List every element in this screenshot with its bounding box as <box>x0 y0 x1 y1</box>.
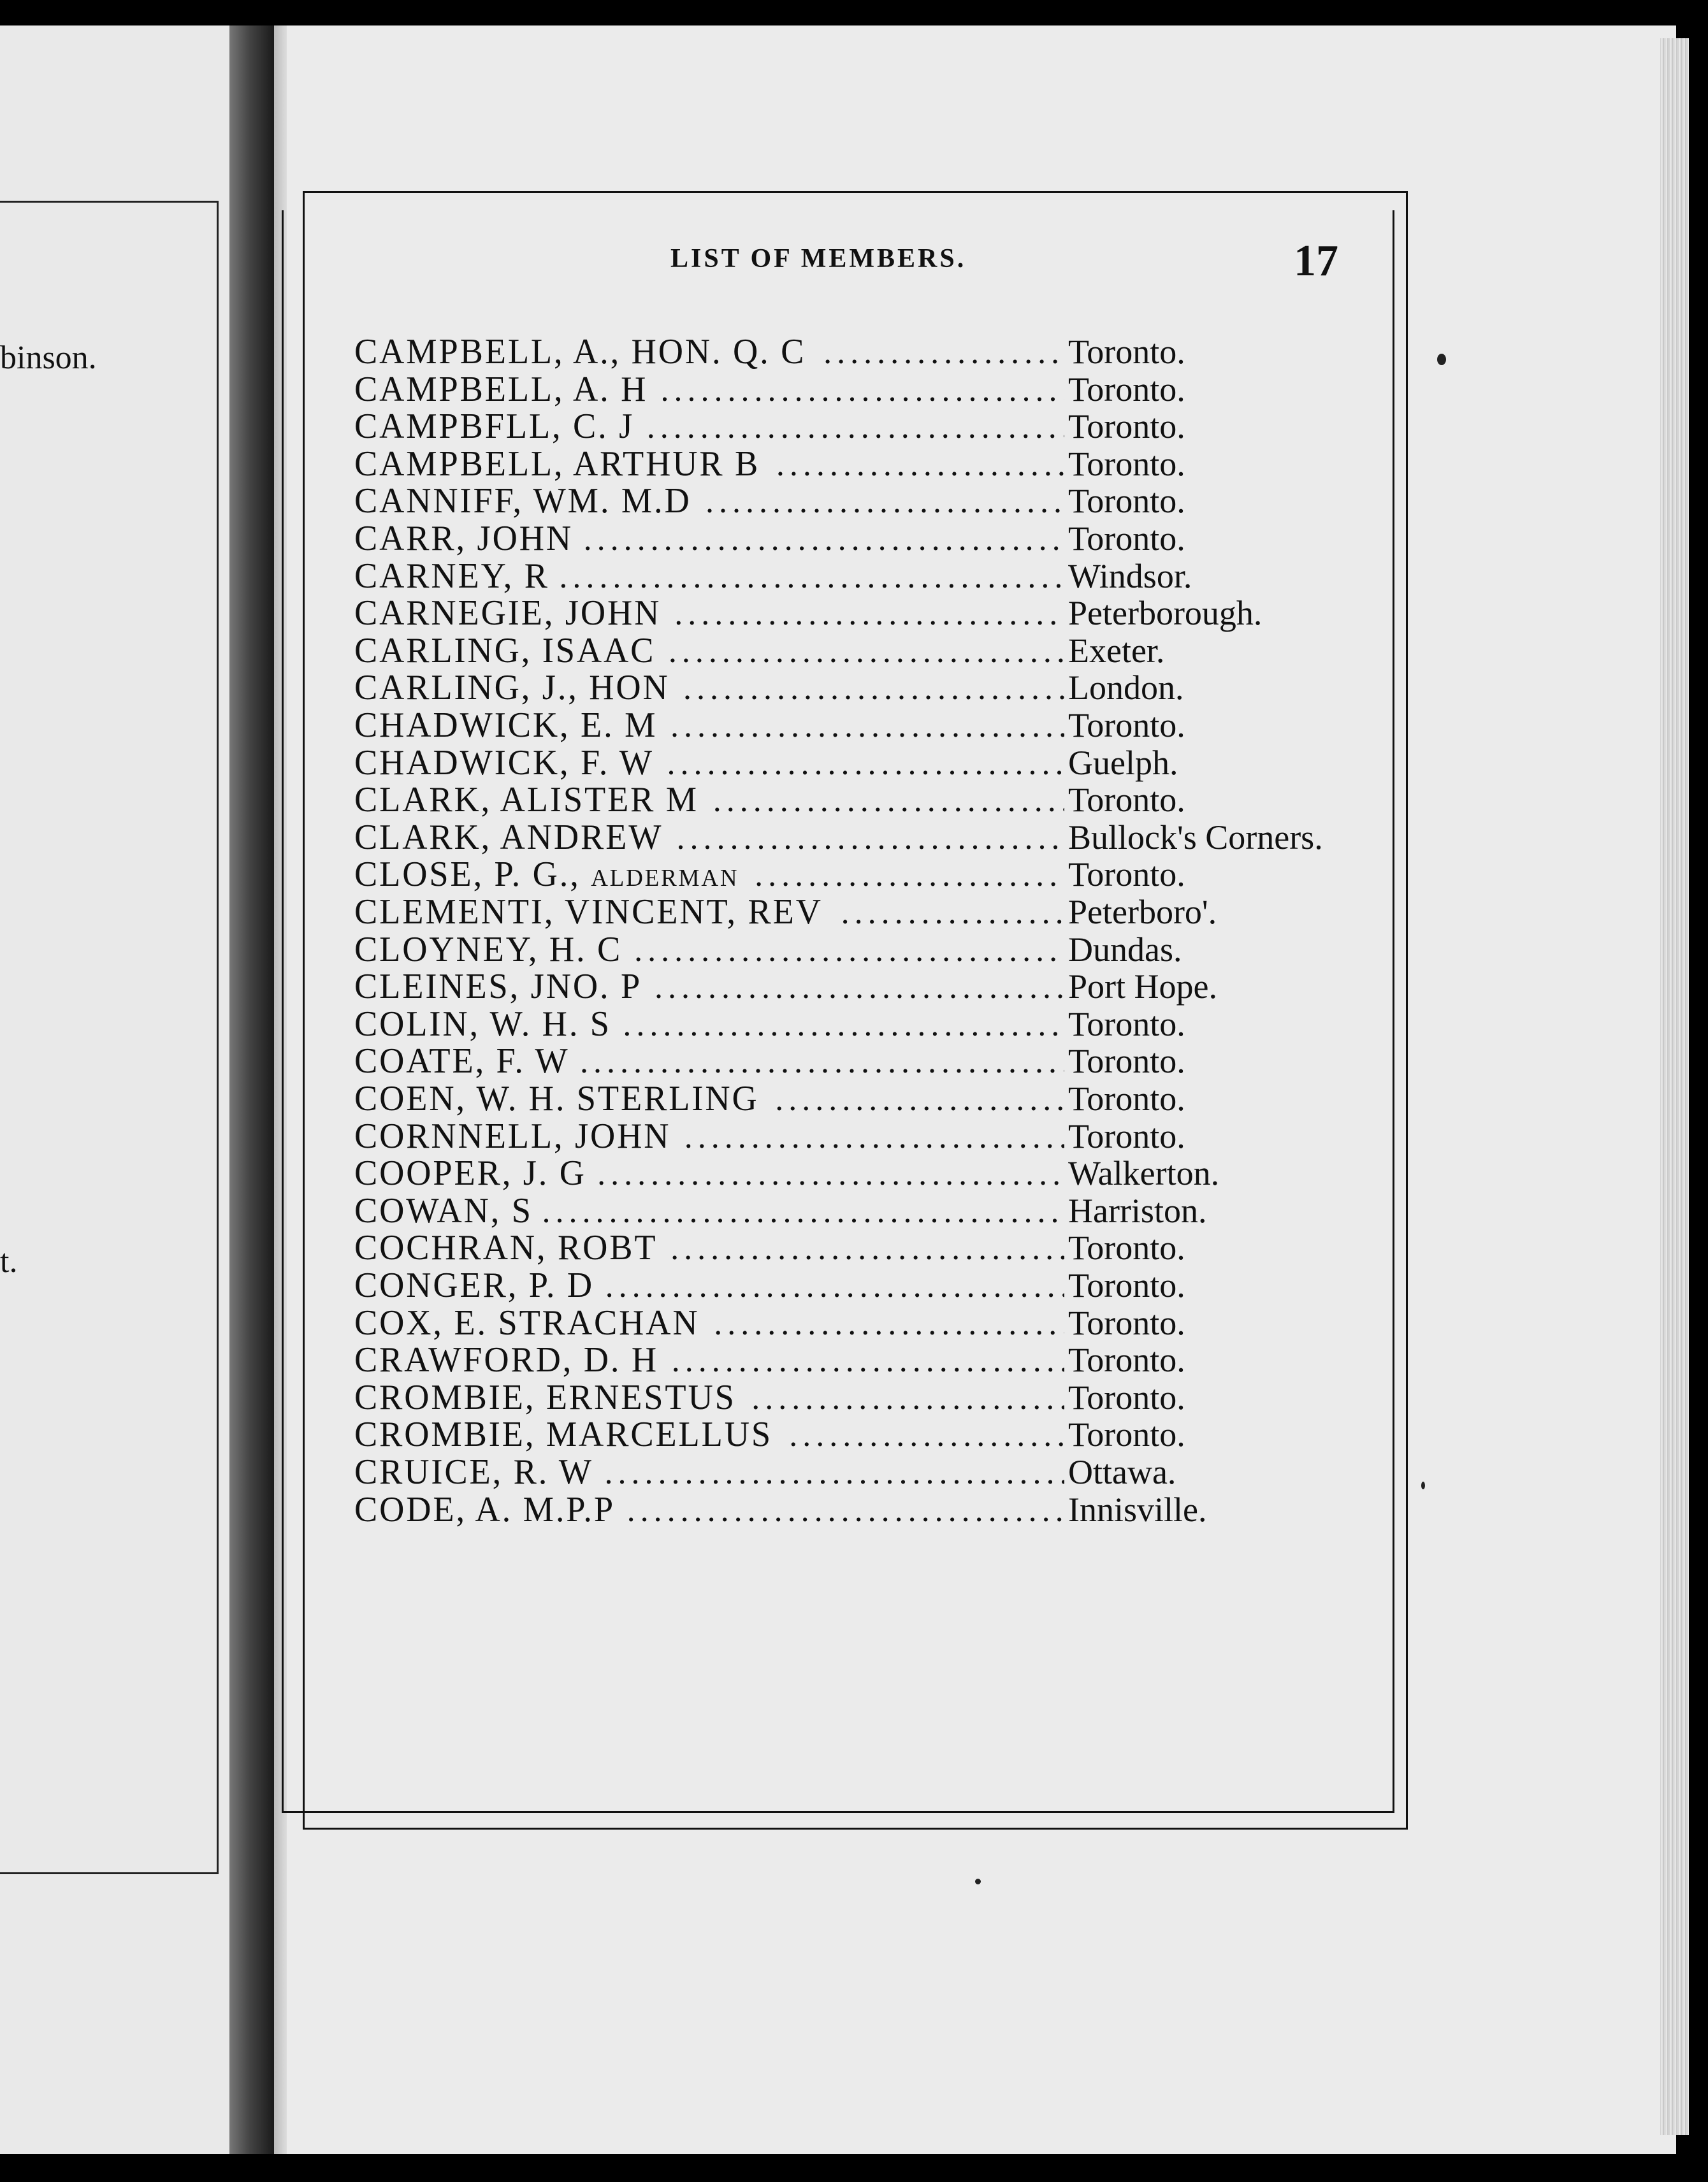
member-row <box>354 630 1349 670</box>
member-row <box>354 966 1349 1007</box>
dot-leader <box>713 782 1064 820</box>
member-place: London. <box>1068 668 1184 707</box>
member-place: Toronto. <box>1068 781 1185 820</box>
member-place: Toronto. <box>1068 1341 1185 1380</box>
member-place: Toronto. <box>1068 1378 1185 1417</box>
dot-leader <box>841 894 1064 932</box>
member-name: CLARK, ANDREW <box>354 817 663 857</box>
member-name: COCHRAN, ROBT <box>354 1228 658 1268</box>
member-name: CAMPBFLL, C. J <box>354 407 635 447</box>
member-row <box>354 480 1349 521</box>
dot-leader <box>647 408 1064 446</box>
member-row <box>354 369 1349 409</box>
member-place: Dundas. <box>1068 930 1182 969</box>
dot-leader <box>683 670 1064 707</box>
dot-leader <box>755 856 1064 894</box>
dot-leader <box>823 334 1064 372</box>
member-place: Peterboro'. <box>1068 893 1217 931</box>
member-name: CONGER, P. D <box>354 1266 594 1305</box>
member-row <box>354 1004 1349 1044</box>
member-row <box>354 1489 1349 1529</box>
page-number: 17 <box>1294 236 1338 285</box>
member-place: Toronto. <box>1068 1042 1185 1081</box>
member-name: CHADWICK, E. M <box>354 705 658 745</box>
member-place: Peterborough. <box>1068 594 1263 633</box>
member-row <box>354 1190 1349 1231</box>
member-place: Toronto. <box>1068 706 1185 744</box>
member-name: CORNNELL, JOHN <box>354 1116 671 1156</box>
member-name: CROMBIE, MARCELLUS <box>354 1415 773 1455</box>
member-row <box>354 1041 1349 1081</box>
dot-leader <box>674 595 1064 633</box>
member-name: CARLING, J., HON <box>354 668 670 708</box>
member-row <box>354 779 1349 820</box>
member-name: COEN, W. H. STERLING <box>354 1079 759 1118</box>
member-row <box>354 1227 1349 1268</box>
print-speck <box>1437 354 1446 365</box>
member-place: Toronto. <box>1068 1266 1185 1304</box>
member-name: COLIN, W. H. S <box>354 1004 611 1044</box>
member-place: Innisville. <box>1068 1490 1207 1529</box>
left-page <box>0 25 229 2154</box>
member-name: CRUICE, R. W <box>354 1452 593 1492</box>
member-row <box>354 331 1349 372</box>
member-title-suffix: ALDERMAN <box>591 865 739 892</box>
left-page-fragment: binson. <box>0 340 97 376</box>
dot-leader <box>669 633 1064 670</box>
member-place: Toronto. <box>1068 407 1185 446</box>
member-name: COX, E. STRACHAN <box>354 1303 700 1343</box>
dot-leader <box>775 1081 1064 1118</box>
member-place: Toronto. <box>1068 1116 1185 1155</box>
page-edges <box>1660 38 1689 2135</box>
member-name: CLOYNEY, H. C <box>354 929 623 969</box>
print-speck <box>975 1879 981 1884</box>
member-name: CRAWFORD, D. H <box>354 1340 659 1380</box>
member-name: CLEINES, JNO. P <box>354 967 642 1007</box>
dot-leader <box>714 1305 1064 1343</box>
member-row <box>354 1340 1349 1380</box>
member-place: Toronto. <box>1068 444 1185 483</box>
member-row <box>354 1303 1349 1343</box>
dot-leader <box>634 932 1064 969</box>
member-row <box>354 444 1349 484</box>
member-name: COWAN, S <box>354 1190 533 1231</box>
dot-leader <box>670 1230 1064 1268</box>
member-place: Toronto. <box>1068 1303 1185 1342</box>
dot-leader <box>597 1155 1064 1193</box>
dot-leader <box>670 707 1064 745</box>
member-row <box>354 556 1349 596</box>
member-place: Toronto. <box>1068 482 1185 521</box>
member-place: Port Hope. <box>1068 967 1217 1006</box>
print-speck <box>1421 1482 1425 1489</box>
member-row <box>354 705 1349 745</box>
member-name: COOPER, J. G <box>354 1153 586 1194</box>
member-name: CAMPBELL, ARTHUR B <box>354 444 760 484</box>
member-name: CODE, A. M.P.P <box>354 1489 616 1529</box>
member-place: Toronto. <box>1068 1415 1185 1454</box>
member-place: Guelph. <box>1068 743 1178 782</box>
member-place: Ottawa. <box>1068 1453 1176 1491</box>
member-row <box>354 1116 1349 1156</box>
member-row <box>354 929 1349 969</box>
member-name: CARLING, ISAAC <box>354 630 656 670</box>
member-place: Toronto. <box>1068 855 1185 894</box>
member-row <box>354 667 1349 708</box>
member-name: CARR, JOHN <box>354 519 574 558</box>
member-name: CANNIFF, WM. M.D <box>354 481 691 521</box>
member-place: Exeter. <box>1068 631 1165 670</box>
member-place: Toronto. <box>1068 1229 1185 1268</box>
member-place: Toronto. <box>1068 370 1185 408</box>
member-row <box>354 892 1349 932</box>
member-row <box>354 1377 1349 1417</box>
member-place: Toronto. <box>1068 333 1185 371</box>
member-name: CLOSE, P. G., ALDERMAN <box>354 855 739 895</box>
member-name: CARNEGIE, JOHN <box>354 593 662 633</box>
member-row <box>354 1153 1349 1194</box>
member-row <box>354 1414 1349 1455</box>
dot-leader <box>676 820 1064 857</box>
member-place: Harriston. <box>1068 1191 1207 1230</box>
dot-leader <box>605 1454 1064 1492</box>
dot-leader <box>776 446 1064 484</box>
dot-leader <box>672 1342 1064 1380</box>
member-place: Toronto. <box>1068 1080 1185 1118</box>
member-row <box>354 1265 1349 1305</box>
member-row <box>354 817 1349 857</box>
member-row <box>354 406 1349 447</box>
member-row <box>354 742 1349 783</box>
member-row <box>354 518 1349 558</box>
member-name: CARNEY, R <box>354 556 549 596</box>
member-name: CROMBIE, ERNESTUS <box>354 1377 736 1417</box>
dot-leader <box>655 969 1064 1006</box>
member-name: CHADWICK, F. W <box>354 742 654 783</box>
page-title: LIST OF MEMBERS. <box>670 244 967 273</box>
dot-leader <box>559 558 1064 596</box>
member-row <box>354 1078 1349 1118</box>
dot-leader <box>605 1268 1064 1305</box>
dot-leader <box>584 521 1064 558</box>
member-place: Bullock's Corners. <box>1068 818 1323 856</box>
dot-leader <box>751 1380 1064 1417</box>
member-row <box>354 593 1349 633</box>
member-place: Toronto. <box>1068 1004 1185 1043</box>
member-name: CLARK, ALISTER M <box>354 780 699 820</box>
member-place: Walkerton. <box>1068 1154 1220 1193</box>
left-page-frame <box>0 201 219 1874</box>
member-name: COATE, F. W <box>354 1041 570 1081</box>
dot-leader <box>627 1492 1064 1529</box>
dot-leader <box>623 1006 1064 1044</box>
dot-leader <box>789 1417 1064 1454</box>
dot-leader <box>684 1118 1064 1156</box>
dot-leader <box>706 483 1064 521</box>
book-spine <box>229 25 274 2154</box>
member-place: Toronto. <box>1068 519 1185 558</box>
member-name: CAMPBELL, A. H <box>354 369 648 409</box>
dot-leader <box>667 745 1064 783</box>
member-row <box>354 1452 1349 1492</box>
member-place: Windsor. <box>1068 556 1192 595</box>
member-row <box>354 854 1349 895</box>
dot-leader <box>580 1043 1064 1081</box>
left-page-fragment: t. <box>0 1243 18 1280</box>
dot-leader <box>542 1193 1064 1231</box>
member-name: CAMPBELL, A., HON. Q. C <box>354 332 806 372</box>
dot-leader <box>661 372 1065 409</box>
member-name: CLEMENTI, VINCENT, REV <box>354 892 823 932</box>
